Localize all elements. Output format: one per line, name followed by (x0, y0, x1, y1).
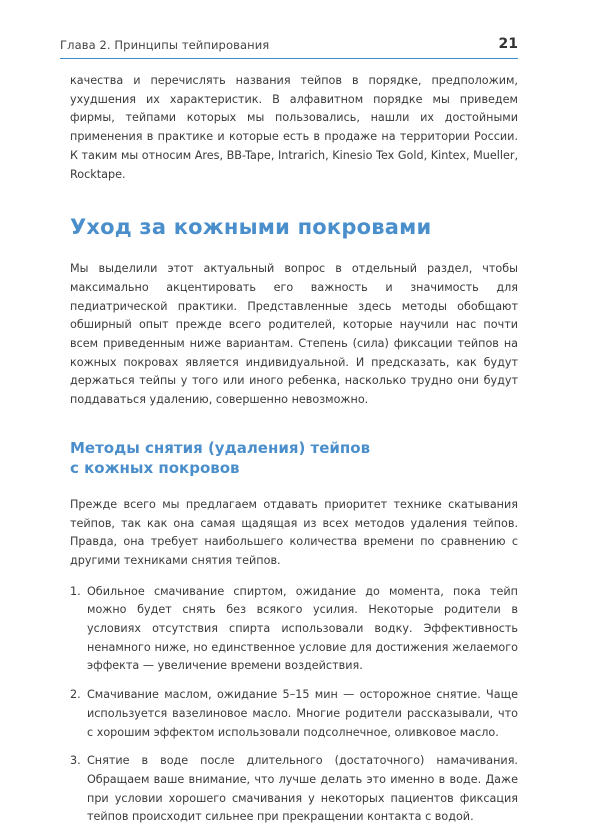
list-item-number: 3. (70, 754, 81, 768)
list-item (70, 583, 518, 677)
list-item-text: Снятие в воде после длительного (достаточного) намачивания. Обращаем ваше внимание, что лучше делать это именно в воде. Даже при условии хорошего смачивания у некоторых пациентов фиксация тейпов происходит сильнее при прекращении контакта с водой. (87, 754, 518, 824)
list-item (70, 686, 518, 742)
page-number: 21 (498, 36, 518, 52)
list-item-number: 2. (70, 688, 81, 702)
intro-paragraph: качества и перечислять названия тейпов в порядке, предположим, ухудшения их характеристик. В алфавитном порядке мы приведем фирмы, тейпами которых мы пользовались, нашли их достойными применения в практике и которые есть в продаже на территории России. К таким мы относим Ares, BB-Tape, Intrarich, Kinesio Tex Gold, Kintex, Mueller, Rocktape. (70, 74, 518, 181)
subsection-heading (70, 438, 518, 478)
section-heading: Уход за кожными покровами (70, 215, 432, 240)
subsection-heading-line1: Методы снятия (удаления) тейпов (70, 438, 371, 457)
list-item-text: Смачивание маслом, ожидание 5–15 мин — осторожное снятие. Чаще используется вазелиновое масло. Многие родители рассказывали, что с хорошим эффектом использовали подсолнечное, оливковое масло. (87, 688, 518, 739)
subsection-paragraph: Прежде всего мы предлагаем отдавать приоритет технике скатывания тейпов, так как она самая щадящая из всех методов удаления тейпов. Правда, она требует наибольшего количества времени по сравнению с другими техниками снятия тейпов. (70, 497, 518, 567)
removal-methods-list (70, 583, 518, 827)
list-item (70, 752, 518, 827)
section-paragraph: Мы выделили этот актуальный вопрос в отдельный раздел, чтобы максимально акцентировать его важность и значимость для педиатрической практики. Представленные здесь методы обобщают обширный опыт прежде всего родителей, которые научили нас почти всем приведенным ниже вариантам. Степень (сила) фиксации тейпов на кожных покровах является индивидуальной. И предсказать, как будут держаться тейпы у того или иного ребенка, насколько трудно они будут поддаваться удалению, совершенно невозможно. (70, 262, 518, 407)
page-body (70, 72, 518, 837)
subsection-heading-line2: с кожных покровов (70, 458, 240, 477)
list-item-number: 1. (70, 584, 81, 598)
running-header (60, 36, 518, 59)
list-item-text: Обильное смачивание спиртом, ожидание до момента, пока тейп можно будет снять без всякого усилия. Некоторые родители в условиях отсутствия спирта использовали водку. Эффективность ненамного ниже, но единственное условие для достижения желаемого эффекта — увеличение времени воздействия. (87, 584, 518, 673)
chapter-title: Глава 2. Принципы тейпирования (60, 38, 270, 52)
